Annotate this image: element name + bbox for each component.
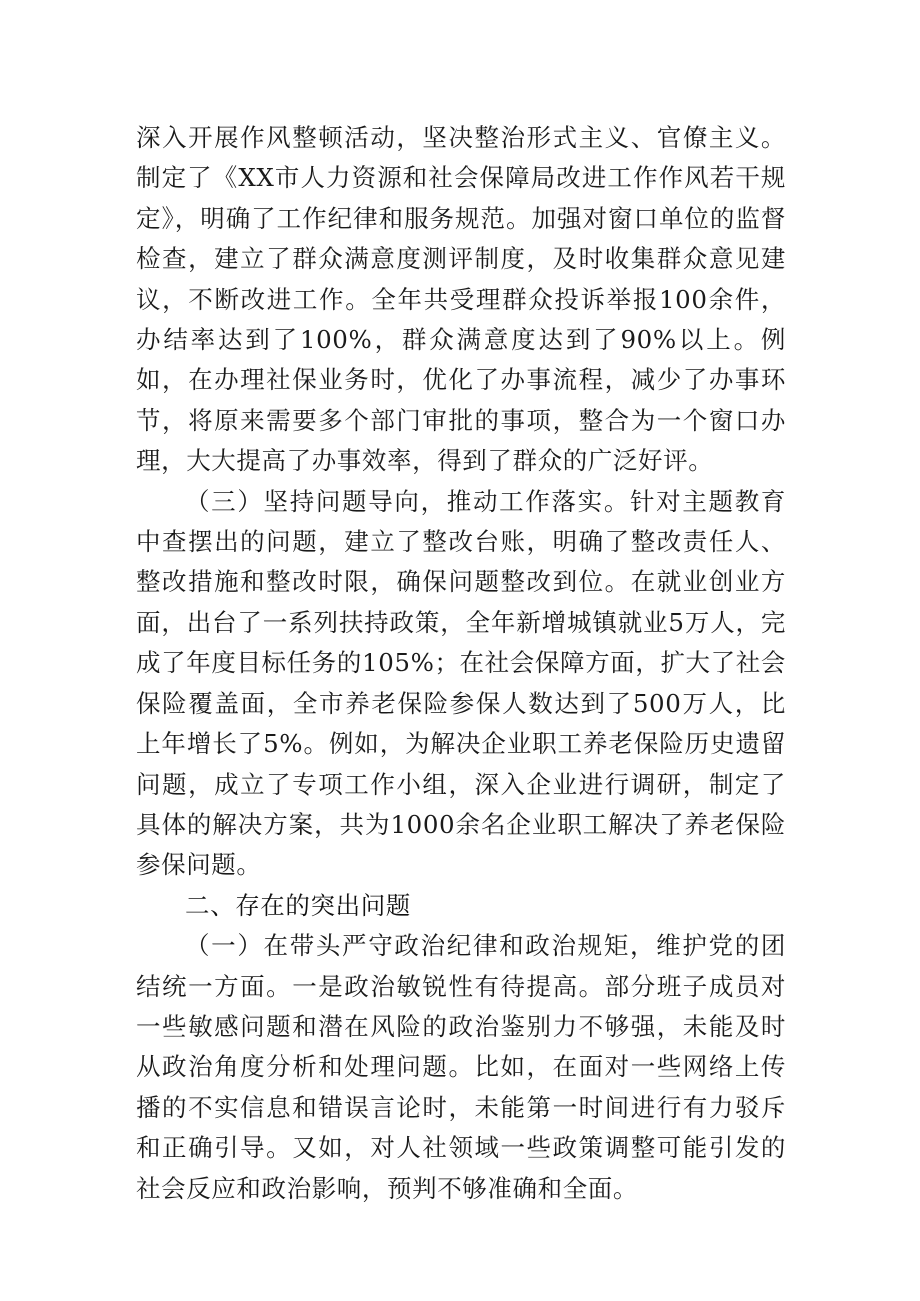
paragraph-section-three: （三）坚持问题导向，推动工作落实。针对主题教育中查摆出的问题，建立了整改台账，明确了整改责任人、整改措施和整改时限，确保问题整改到位。在就业创业方面，出台了一系列扶持政策，全年新增城镇就业5万人，完成了年度目标任务的105%；在社会保障方面，扩大了社会保险覆盖面，全市养老保险参保人数达到了500万人，比上年增长了5%。例如，为解决企业职工养老保险历史遗留问题，成立了专项工作小组，深入企业进行调研，制定了具体的解决方案，共为1000余名企业职工解决了养老保险参保问题。: [136, 486, 786, 880]
section-heading: 二、存在的突出问题: [185, 890, 411, 920]
paragraph-issue-one: （一）在带头严守政治纪律和政治规矩，维护党的团结统一方面。一是政治敏锐性有待提高。部分班子成员对一些敏感问题和潜在风险的政治鉴别力不够强，未能及时从政治角度分析和处理问题。比如，在面对一些网络上传播的不实信息和错误言论时，未能第一时间进行有力驳斥和正确引导。又如，对人社领域一些政策调整可能引发的社会反应和政治影响，预判不够准确和全面。: [136, 931, 786, 1203]
document-body: [136, 118, 786, 1209]
paragraph-continued: 深入开展作风整顿活动，坚决整治形式主义、官僚主义。制定了《XX市人力资源和社会保障局改进工作作风若干规定》，明确了工作纪律和服务规范。加强对窗口单位的监督检查，建立了群众满意度测评制度，及时收集群众意见建议，不断改进工作。全年共受理群众投诉举报100余件，办结率达到了100%，群众满意度达到了90%以上。例如，在办理社保业务时，优化了办事流程，减少了办事环节，将原来需要多个部门审批的事项，整合为一个窗口办理，大大提高了办事效率，得到了群众的广泛好评。: [136, 123, 786, 476]
